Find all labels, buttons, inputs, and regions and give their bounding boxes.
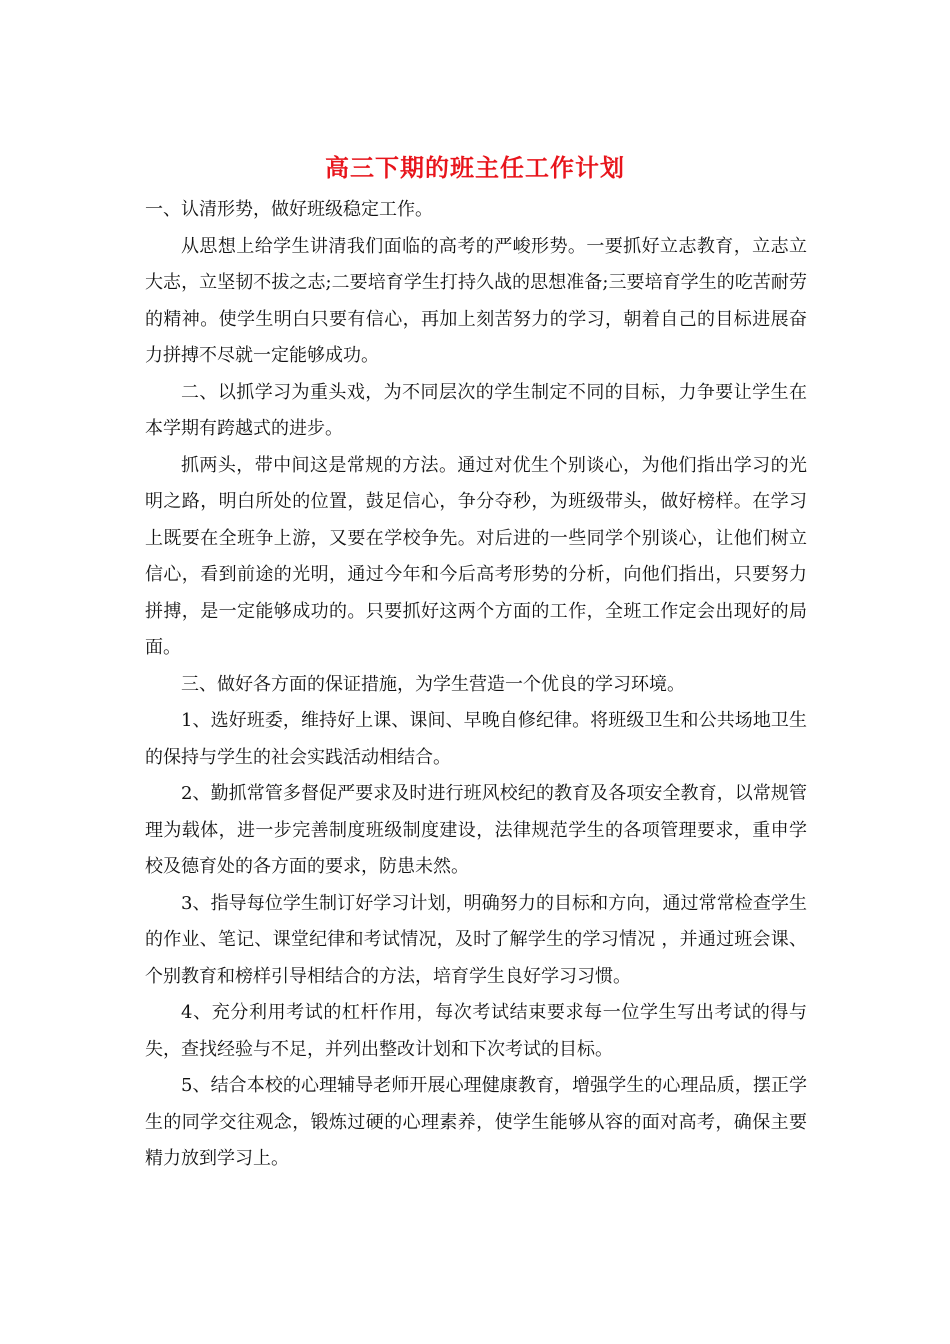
paragraph-section-2-heading: 二、以抓学习为重头戏，为不同层次的学生制定不同的目标，力争要让学生在本学期有跨越式的进步。 bbox=[145, 381, 807, 439]
paragraph-item-5: 5、结合本校的心理辅导老师开展心理健康教育，增强学生的心理品质，摆正学生的同学交往观念，锻炼过硬的心理素养，使学生能够从容的面对高考，确保主要精力放到学习上。 bbox=[145, 1075, 807, 1169]
paragraph-section-1-heading: 一、认清形势，做好班级稳定工作。 bbox=[145, 199, 433, 220]
paragraph-item-2: 2、勤抓常管多督促严要求及时进行班风校纪的教育及各项安全教育，以常规管理为载体，进一步完善制度班级制度建设，法律规范学生的各项管理要求，重申学校及德育处的各方面的要求，防患未然。 bbox=[145, 783, 807, 877]
document-body bbox=[145, 192, 807, 1178]
paragraph-item-4: 4、充分利用考试的杠杆作用，每次考试结束要求每一位学生写出考试的得与失，查找经验与不足，并列出整改计划和下次考试的目标。 bbox=[145, 1002, 807, 1060]
paragraph-item-1: 1、选好班委，维持好上课、课间、早晚自修纪律。将班级卫生和公共场地卫生的保持与学生的社会实践活动相结合。 bbox=[145, 710, 807, 768]
document-title: 高三下期的班主任工作计划 bbox=[325, 153, 625, 182]
paragraph-ideology: 从思想上给学生讲清我们面临的高考的严峻形势。一要抓好立志教育，立志立大志，立坚韧不拔之志;二要培育学生打持久战的思想准备;三要培育学生的吃苦耐劳的精神。使学生明白只要有信心，再加上刻苦努力的学习，朝着自己的目标进展奋力拼搏不尽就一定能够成功。 bbox=[145, 235, 807, 366]
paragraph-two-ends: 抓两头，带中间这是常规的方法。通过对优生个别谈心，为他们指出学习的光明之路，明白所处的位置，鼓足信心，争分夺秒，为班级带头，做好榜样。在学习上既要在全班争上游，又要在学校争先。对后进的一些同学个别谈心，让他们树立信心，看到前途的光明，通过今年和今后高考形势的分析，向他们指出，只要努力拼搏，是一定能够成功的。只要抓好这两个方面的工作，全班工作定会出现好的局面。 bbox=[145, 454, 807, 658]
paragraph-item-3: 3、指导每位学生制订好学习计划，明确努力的目标和方向，通过常常检查学生的作业、笔记、课堂纪律和考试情况，及时了解学生的学习情况 ，并通过班会课、个别教育和榜样引导相结合的方法，培育学生良好学习习惯。 bbox=[145, 892, 807, 987]
paragraph-section-3-heading: 三、做好各方面的保证措施，为学生营造一个优良的学习环境。 bbox=[181, 673, 685, 695]
